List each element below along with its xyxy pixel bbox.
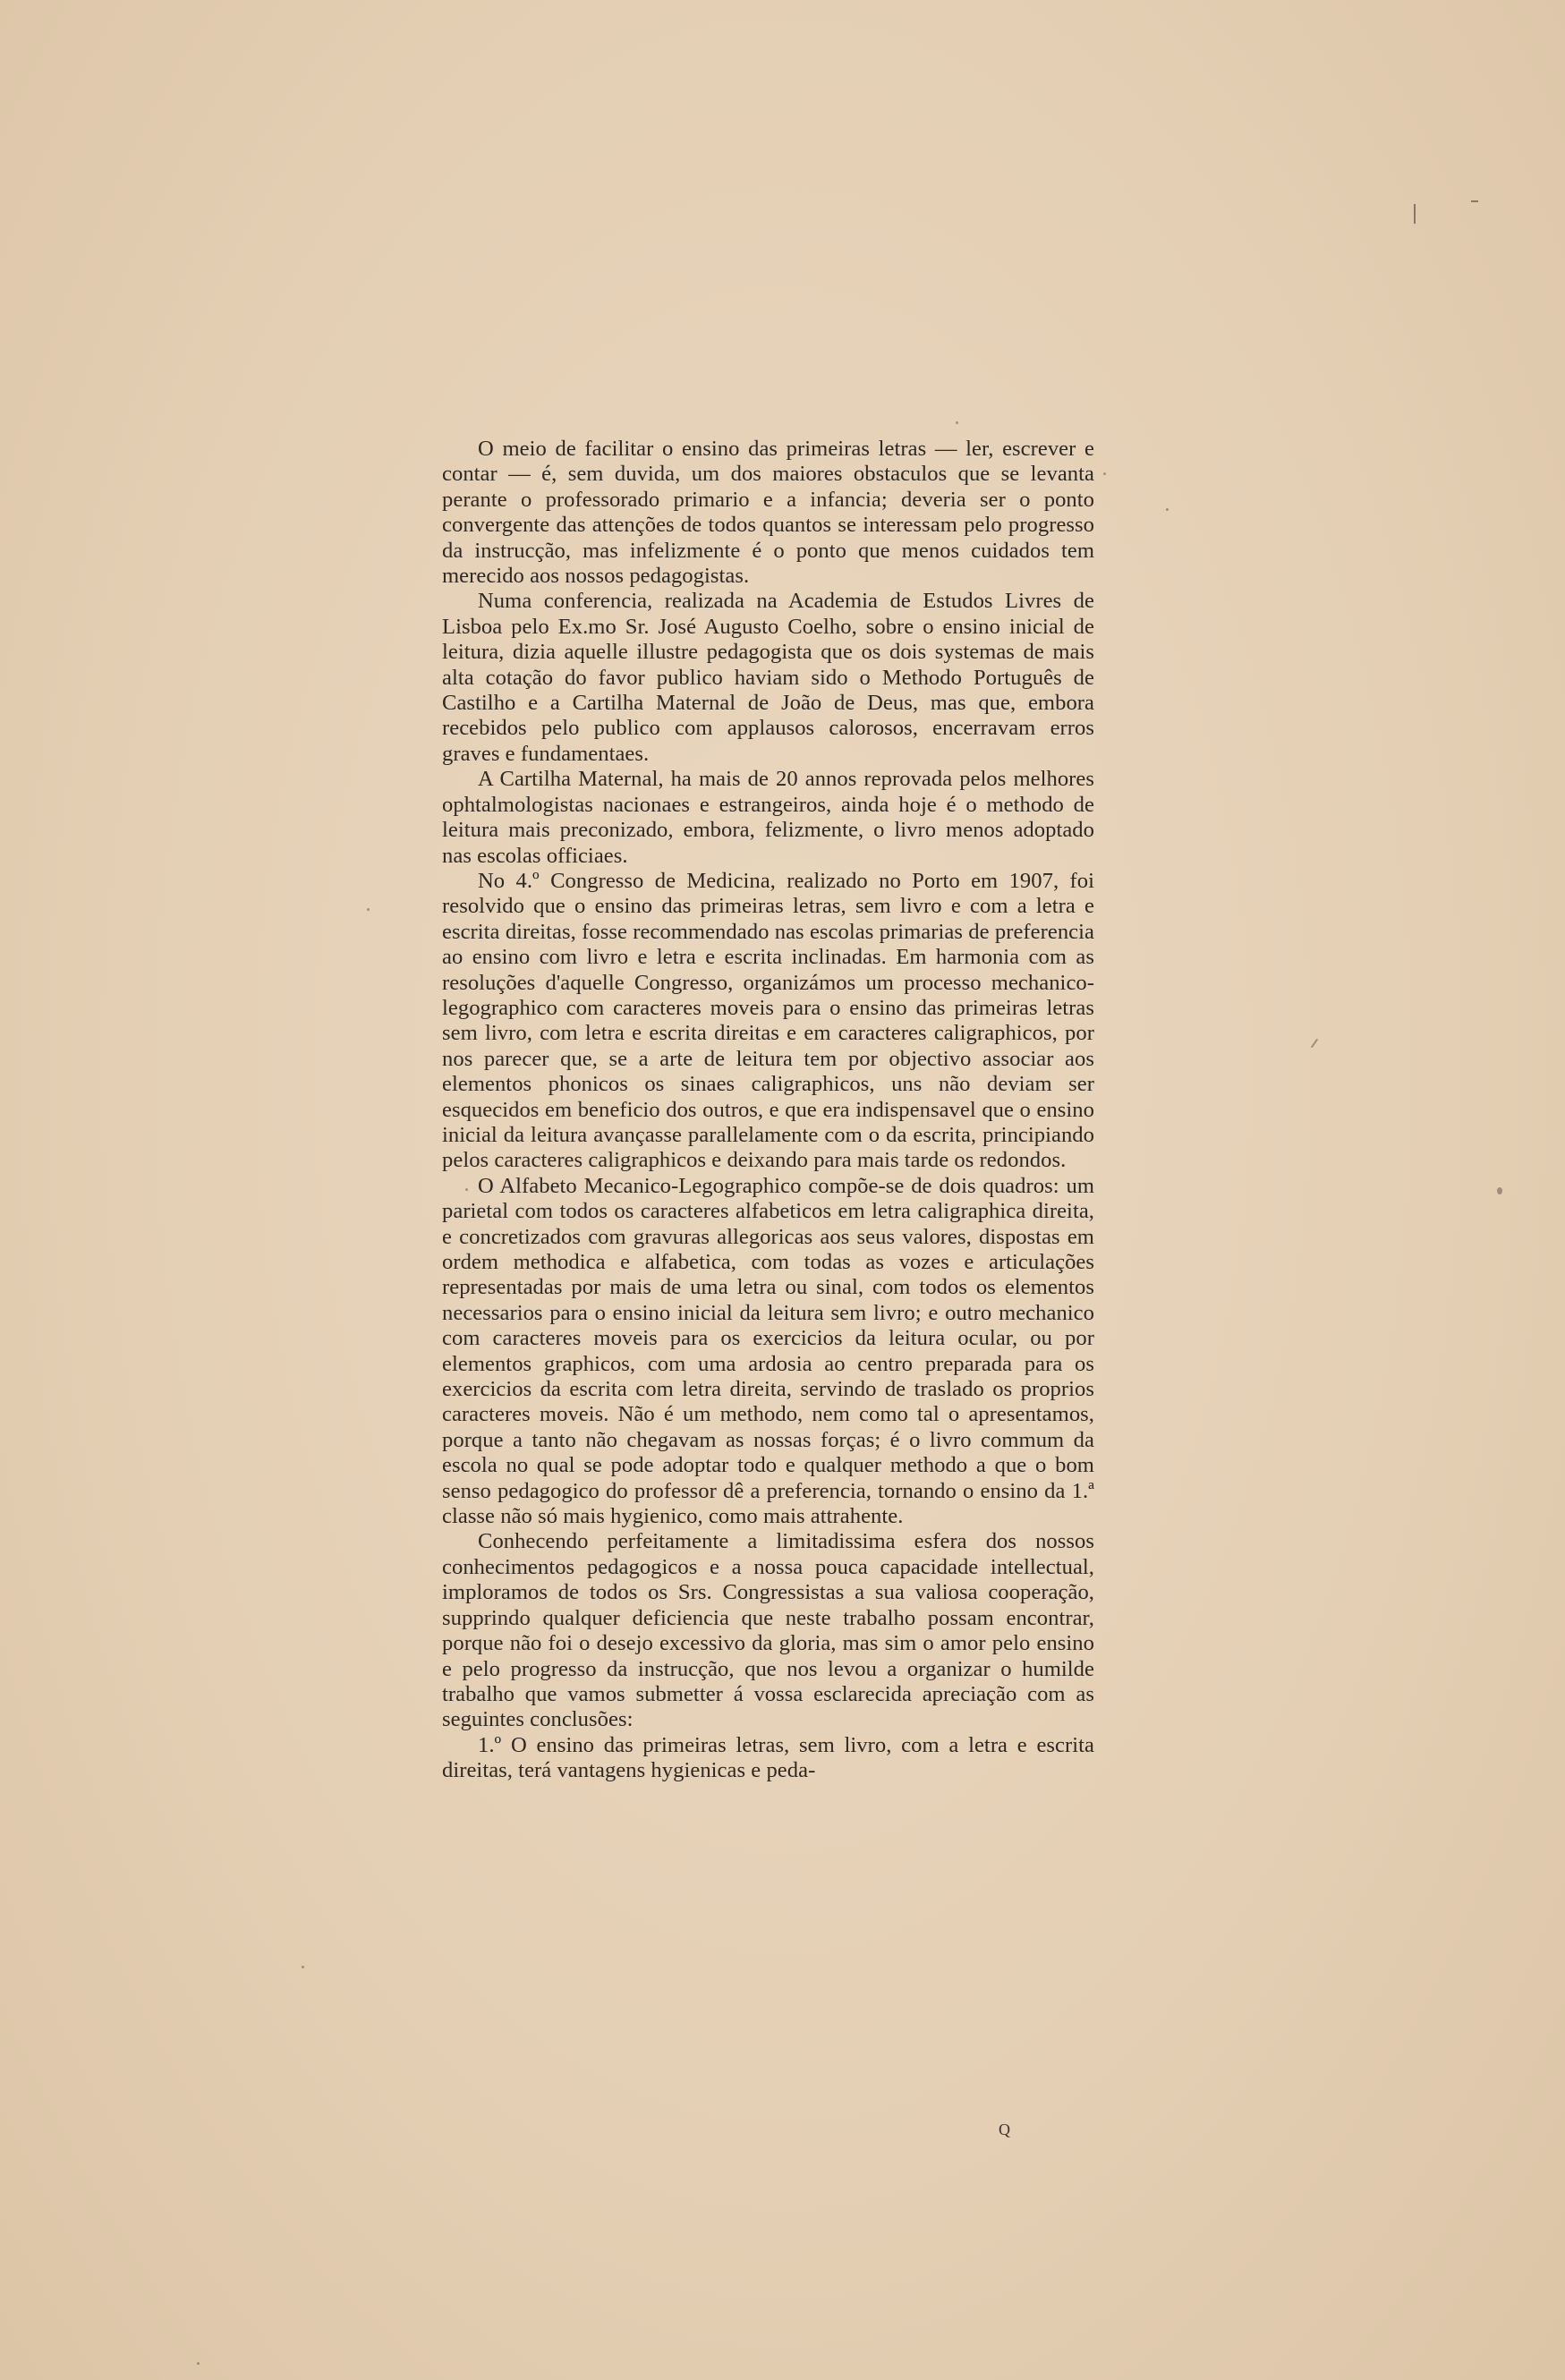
paper-speck bbox=[956, 421, 958, 424]
paper-speck bbox=[1103, 472, 1106, 475]
paragraph-3: A Cartilha Maternal, ha mais de 20 annos reprovada pelos melhores ophtalmologistas nacionaes e estrangeiros, ainda hoje é o methodo de leitura mais preconizado, embora, felizmente, o livro menos adoptado nas escolas officiaes. bbox=[442, 767, 1094, 868]
paragraph-6: Conhecendo perfeitamente a limitadissima esfera dos nossos conhecimentos pedagogicos e a nossa pouca capacidade intellectual, imploramos de todos os Srs. Congressistas a sua valiosa cooperação, supprindo qualquer deficiencia que neste trabalho possam encontrar, porque não foi o desejo excessivo da gloria, mas sim o amor pelo ensino e pelo progresso da instrucção, que nos levou a organizar o humilde trabalho que vamos submetter á vossa esclarecida apreciação com as seguintes conclusões: bbox=[442, 1529, 1094, 1732]
paper-mark bbox=[1414, 204, 1416, 224]
paper-speck bbox=[302, 1966, 304, 1968]
paper-speck bbox=[1166, 508, 1169, 511]
paper-speck bbox=[1311, 1039, 1319, 1049]
paper-mark bbox=[1471, 200, 1478, 202]
paper-speck bbox=[1497, 1187, 1502, 1194]
paper-speck bbox=[367, 908, 370, 911]
paragraph-7: 1.º O ensino das primeiras letras, sem livro, com a letra e escrita direitas, terá vantagens hygienicas e peda- bbox=[442, 1732, 1094, 1783]
paragraph-4: No 4.º Congresso de Medicina, realizado no Porto em 1907, foi resolvido que o ensino das primeiras letras, sem livro e com a letra e escrita direitas, fosse recommendado nas escolas primarias de preferencia ao ensino com livro e letra e escrita inclinadas. Em harmonia com as resoluções d'aquelle Congresso, organizámos um processo mechanico-legographico com caracteres moveis para o ensino das primeiras letras sem livro, com letra e escrita direitas e em caracteres caligraphicos, por nos parecer que, se a arte de leitura tem por objectivo associar aos elementos phonicos os sinaes caligraphicos, uns não deviam ser esquecidos em beneficio dos outros, e que era indispensavel que o ensino inicial da leitura avançasse parallelamente com o da escrita, principiando pelos caracteres caligraphicos e deixando para mais tarde os redondos. bbox=[442, 868, 1094, 1173]
signature-mark: Q bbox=[999, 2121, 1010, 2138]
paragraph-1: O meio de facilitar o ensino das primeiras letras — ler, escrever e contar — é, sem duvida, um dos maiores obstaculos que se levanta perante o professorado primario e a infancia; deveria ser o ponto convergente das attenções de todos quantos se interessam pelo progresso da instrucção, mas infelizmente é o ponto que menos cuidados tem merecido aos nossos pedagogistas. bbox=[442, 437, 1094, 589]
paper-speck bbox=[197, 2362, 200, 2365]
body-text bbox=[442, 437, 1094, 1784]
paragraph-5: O Alfabeto Mecanico-Legographico compõe-se de dois quadros: um parietal com todos os caracteres alfabeticos em letra caligraphica direita, e concretizados com gravuras allegoricas aos seus valores, dispostas em ordem methodica e alfabetica, com todas as vozes e articulações representadas por mais de uma letra ou sinal, com todos os elementos necessarios para o ensino inicial da leitura sem livro; e outro mechanico com caracteres moveis para os exercicios da leitura ocular, ou por elementos graphicos, com uma ardosia ao centro preparada para os exercicios da escrita com letra direita, servindo de traslado os proprios caracteres moveis. Não é um methodo, nem como tal o apresentamos, porque a tanto não chegavam as nossas forças; é o livro commum da escola no qual se pode adoptar todo e qualquer methodo a que o bom senso pedagogico do professor dê a preferencia, tornando o ensino da 1.ª classe não só mais hygienico, como mais attrahente. bbox=[442, 1173, 1094, 1529]
paragraph-2: Numa conferencia, realizada na Academia de Estudos Livres de Lisboa pelo Ex.mo Sr. José Augusto Coelho, sobre o ensino inicial de leitura, dizia aquelle illustre pedagogista que os dois systemas de mais alta cotação do favor publico haviam sido o Methodo Português de Castilho e a Cartilha Maternal de João de Deus, mas que, embora recebidos pelo publico com applausos calorosos, encerravam erros graves e fundamentaes. bbox=[442, 589, 1094, 766]
paper-speck bbox=[465, 1188, 468, 1191]
